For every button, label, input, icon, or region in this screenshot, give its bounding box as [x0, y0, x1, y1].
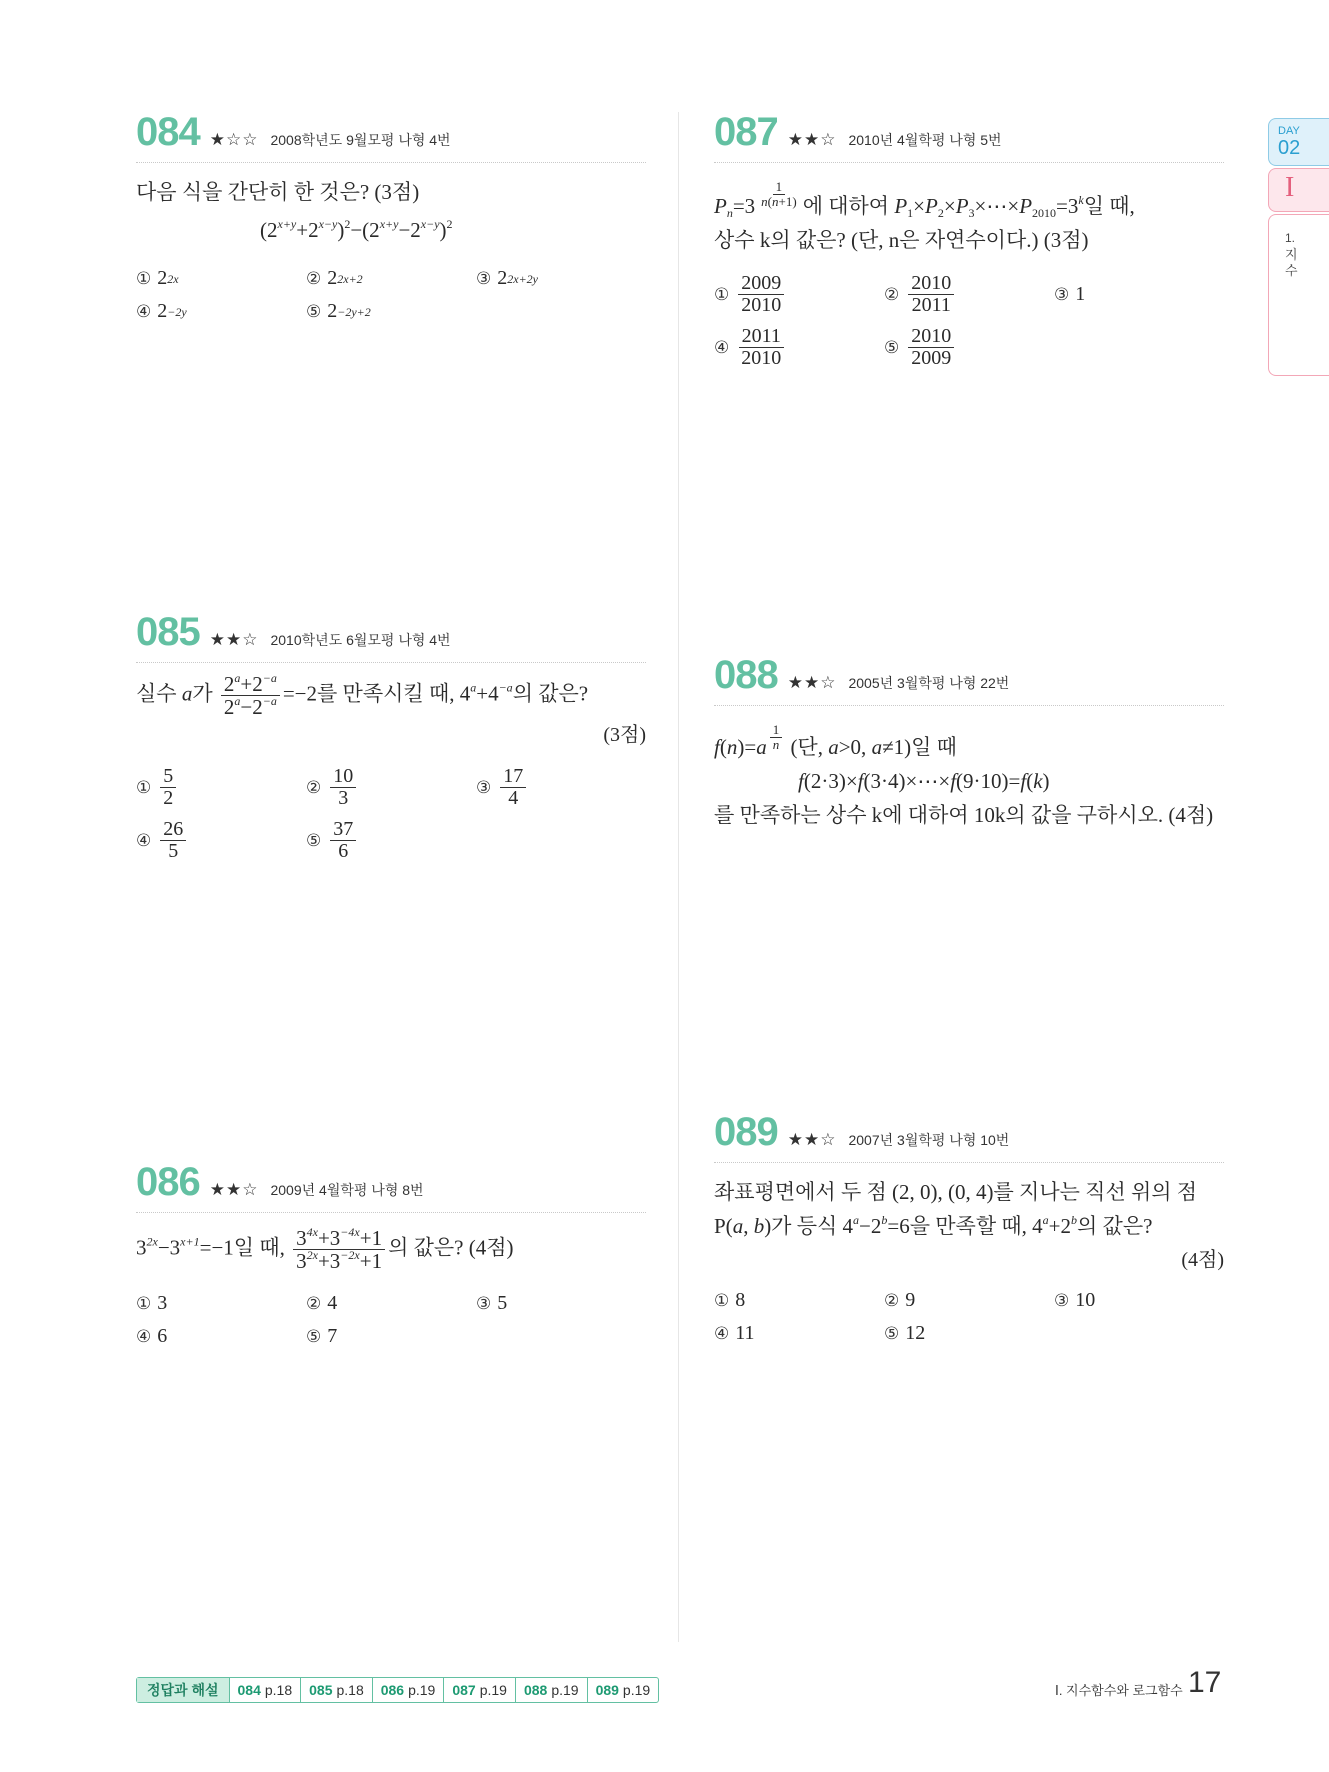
question-line-2: 상수 k의 값은? (단, n은 자연수이다.) (3점): [714, 228, 1089, 252]
problem-number: 089: [714, 1110, 778, 1154]
answer-link-num: 085: [309, 1682, 333, 1698]
choice-mark: ⑤: [306, 830, 322, 851]
answer-link[interactable]: [301, 1678, 373, 1702]
problem-source: 2009년 4월학평 나형 8번: [270, 1182, 424, 1198]
problem-source: 2005년 3월학평 나형 22번: [848, 675, 1010, 691]
chapter-title: 지수: [1285, 247, 1298, 278]
answer-bar-label: 정답과 해설: [137, 1678, 230, 1702]
choice-mark: ③: [476, 777, 492, 798]
choice-3[interactable]: ③ $\frac{17}{4}$: [476, 766, 646, 809]
choice-mark: ③: [476, 268, 492, 289]
chapter-tab[interactable]: [1268, 214, 1329, 376]
fraction: $\frac{2^a+2^{-a}}{2^a-2^{-a}}$: [221, 673, 280, 718]
choice-mark: ①: [714, 284, 730, 305]
problem-088: [714, 655, 1224, 832]
problem-source: 2007년 3월학평 나형 10번: [848, 1132, 1010, 1148]
question-line-1: f(n)=a $\frac{1}{n}$ (단, a>0, a≠1)일 때: [714, 722, 957, 759]
question-line-2: f(2·3)×f(3·4)×⋯×f(9·10)=f(k): [798, 769, 1050, 793]
choice-4[interactable]: ④ 6: [136, 1325, 168, 1348]
answer-link-page: p.18: [264, 1682, 293, 1698]
choice-mark: ③: [476, 1293, 492, 1314]
question-line-1: 좌표평면에서 두 점 (2, 0), (0, 4)를 지나는 직선 위의 점: [714, 1180, 1198, 1204]
problem-084: [136, 112, 646, 323]
answer-link-num: 084: [237, 1682, 261, 1698]
choice-1[interactable]: ① 2 2x: [136, 267, 179, 289]
choice-3[interactable]: ③ 2 2x+2y: [476, 267, 538, 289]
choice-1[interactable]: ① $\frac{2009}{2010}$: [714, 273, 884, 316]
choice-mark: ①: [136, 777, 152, 798]
choice-mark: ⑤: [306, 1326, 322, 1347]
problem-source: 2010학년도 6월모평 나형 4번: [270, 632, 451, 648]
choice-mark: ①: [136, 268, 152, 289]
answer-link-page: p.19: [622, 1682, 651, 1698]
column-divider: [678, 112, 679, 1642]
choice-5[interactable]: ⑤ 7: [306, 1325, 338, 1348]
problem-number: 085: [136, 610, 200, 654]
problem-number: 087: [714, 110, 778, 154]
choice-mark: ③: [1054, 284, 1070, 305]
choice-2[interactable]: ② 9: [884, 1289, 916, 1311]
answer-link[interactable]: [373, 1678, 445, 1702]
problem-header: [136, 1162, 646, 1213]
fraction: $\frac{3^{4x}+3^{-4x}+1}{3^{2x}+3^{-2x}+1}$: [293, 1227, 385, 1272]
difficulty-stars: ★☆☆: [209, 130, 259, 150]
part-numeral: I: [1285, 172, 1295, 203]
choice-mark: ③: [1054, 1290, 1070, 1311]
part-tab[interactable]: [1268, 168, 1329, 212]
problem-number: 084: [136, 110, 200, 154]
problem-number: 088: [714, 653, 778, 697]
choice-mark: ④: [136, 1326, 152, 1347]
choice-mark: ④: [136, 830, 152, 851]
choice-mark: ①: [136, 1293, 152, 1314]
difficulty-stars: ★★☆: [787, 673, 837, 693]
answer-link-num: 087: [452, 1682, 476, 1698]
choice-5[interactable]: ⑤ $\frac{2010}{2009}$: [884, 326, 1054, 369]
problem-source: 2010년 4월학평 나형 5번: [848, 132, 1002, 148]
choice-mark: ②: [306, 1293, 322, 1314]
choice-3[interactable]: ③ 5: [476, 1292, 508, 1315]
choice-mark: ②: [306, 777, 322, 798]
choice-1[interactable]: ① 3: [136, 1292, 168, 1315]
choice-2[interactable]: ② $\frac{10}{3}$: [306, 766, 476, 809]
question-line-1: $P_n=3$ $\frac{1}{n(n+1)}$ 에 대하여 $P_1\times P_2\times P_3\times\cdots\times P_{2010}=3^k$일 때,: [714, 179, 1135, 220]
problem-header: [136, 612, 646, 663]
choice-3[interactable]: ③ 10: [1054, 1289, 1096, 1311]
choice-mark: ⑤: [306, 301, 322, 322]
answer-choices: [136, 267, 646, 323]
problem-086: [136, 1162, 646, 1348]
answer-choices: [136, 1292, 646, 1348]
answer-link-num: 088: [523, 1682, 548, 1698]
question-score: (4점): [1181, 1249, 1224, 1271]
question-equation: $(2^{x+y}+2^{x-y})^2-(2^{x+y}-2^{x-y})^2$: [260, 217, 453, 242]
answer-link[interactable]: [444, 1678, 516, 1702]
choice-4[interactable]: ④ 2 −2y: [136, 300, 187, 322]
page-number: 17: [1188, 1666, 1222, 1699]
difficulty-stars: ★★☆: [209, 1180, 259, 1200]
answer-choices: [714, 1289, 1224, 1345]
answer-link[interactable]: [588, 1678, 659, 1702]
choice-mark: ⑤: [884, 1323, 900, 1344]
question-text: $3^{2x}-3^{x+1}=-1$일 때, $\frac{3^{4x}+3^{-4x}+1}{3^{2x}+3^{-2x}+1}$ 의 값은? (4점): [136, 1225, 514, 1274]
choice-mark: ⑤: [884, 337, 900, 358]
answer-link-num: 086: [380, 1682, 405, 1698]
problem-085: [136, 612, 646, 862]
choice-mark: ④: [714, 337, 730, 358]
choice-1[interactable]: ① 8: [714, 1289, 746, 1311]
choice-mark: ①: [714, 1290, 730, 1311]
chapter-number: 1.: [1285, 231, 1296, 245]
choice-4[interactable]: ④ $\frac{2011}{2010}$: [714, 326, 884, 369]
question-line-3: 를 만족하는 상수 k에 대하여 10k의 값을 구하시오. (4점): [714, 803, 1214, 827]
answer-link[interactable]: [230, 1678, 302, 1702]
answer-link-page: p.19: [408, 1682, 436, 1698]
choice-3[interactable]: ③ 1: [1054, 283, 1086, 305]
choice-5[interactable]: ⑤ 12: [884, 1322, 926, 1344]
answer-reference-bar: [136, 1677, 659, 1703]
answer-link-page: p.19: [551, 1682, 579, 1698]
answer-link-num: 089: [595, 1682, 619, 1698]
choice-5[interactable]: ⑤ $\frac{37}{6}$: [306, 819, 476, 862]
day-number: 02: [1278, 137, 1301, 159]
problem-header: [136, 112, 646, 163]
problem-source: 2008학년도 9월모평 나형 4번: [270, 132, 451, 148]
choice-5[interactable]: ⑤ 2 −2y+2: [306, 300, 371, 322]
day-label: DAY: [1278, 125, 1300, 137]
problem-header: [714, 112, 1224, 163]
answer-link-page: p.18: [336, 1682, 364, 1698]
question-score: (3점): [603, 724, 646, 747]
footer-chapter: Ⅰ. 지수함수와 로그함수: [1055, 1683, 1183, 1698]
choice-4[interactable]: ④ $\frac{26}{5}$: [136, 819, 306, 862]
choice-2[interactable]: ② 4: [306, 1292, 338, 1315]
difficulty-stars: ★★☆: [209, 630, 259, 650]
problem-087: [714, 112, 1224, 369]
question-text: 실수 a가 $\frac{2^a+2^{-a}}{2^a-2^{-a}}$ =−2를 만족시킬 때, $4^a+4^{-a}$의 값은?: [136, 671, 589, 720]
problem-089: [714, 1112, 1224, 1345]
choice-4[interactable]: ④ 11: [714, 1322, 755, 1344]
choice-mark: ②: [306, 268, 322, 289]
difficulty-stars: ★★☆: [787, 130, 837, 150]
answer-choices: [136, 766, 646, 862]
choice-2[interactable]: ② $\frac{2010}{2011}$: [884, 273, 1054, 316]
choice-1[interactable]: ① $\frac{5}{2}$: [136, 766, 306, 809]
question-line-2: P(a, b)가 등식 $4^a-2^b=6$을 만족할 때, $4^a+2^b$의 값은?: [714, 1213, 1153, 1238]
problem-number: 086: [136, 1160, 200, 1204]
choice-2[interactable]: ② 2 2x+2: [306, 267, 363, 289]
day-tab[interactable]: [1268, 118, 1329, 166]
problem-header: [714, 655, 1224, 706]
problem-header: [714, 1112, 1224, 1163]
choice-mark: ④: [136, 301, 152, 322]
choice-mark: ④: [714, 1323, 730, 1344]
answer-link-page: p.19: [479, 1682, 507, 1698]
answer-link[interactable]: [516, 1678, 588, 1702]
choice-mark: ②: [884, 284, 900, 305]
question-text: 다음 식을 간단히 한 것은? (3점): [136, 180, 420, 204]
difficulty-stars: ★★☆: [787, 1130, 837, 1150]
choice-mark: ②: [884, 1290, 900, 1311]
answer-choices: [714, 273, 1224, 369]
